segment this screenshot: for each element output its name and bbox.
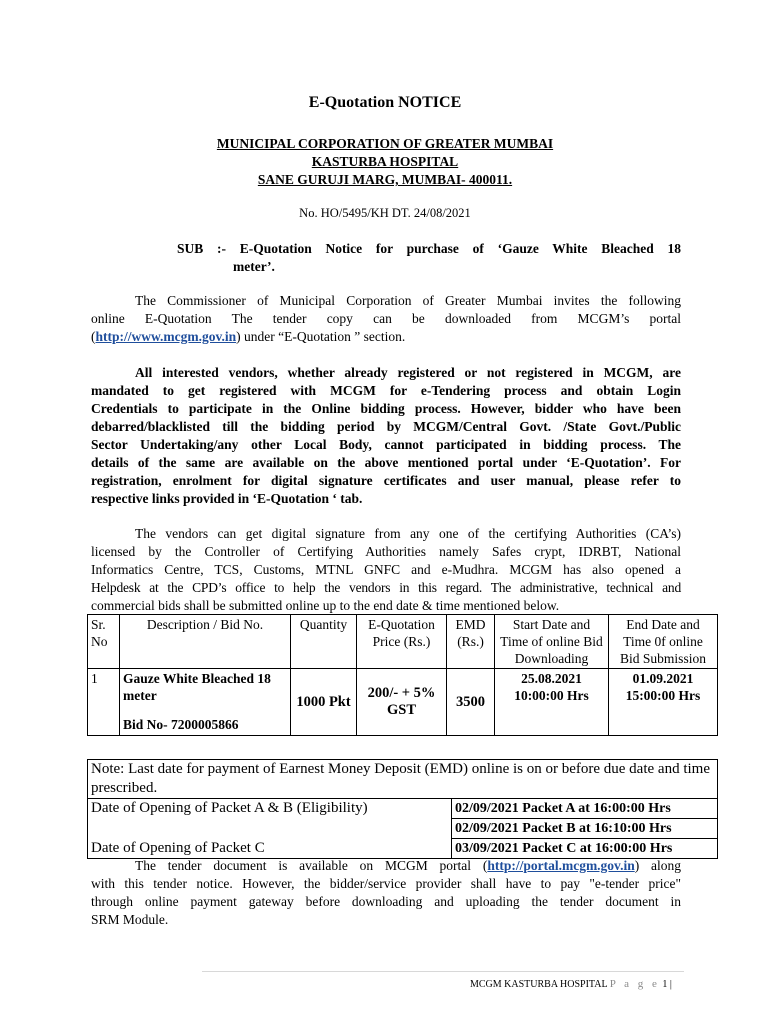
mandate-paragraph bbox=[91, 364, 681, 508]
mandate-line: details of the same are available on the above mentioned portal under ‘E-Quotation’. For bbox=[91, 455, 681, 470]
packet-a-date: 02/09/2021 Packet A at 16:00:00 Hrs bbox=[452, 799, 718, 819]
intro-line: The Commissioner of Municipal Corporation of Greater Mumbai invites the following bbox=[135, 293, 681, 308]
cell-emd: 3500 bbox=[447, 669, 495, 736]
header-start-date: Start Date and Time of online Bid Downloading bbox=[495, 615, 609, 669]
cell-end-date bbox=[609, 669, 718, 736]
closing-line: with this tender notice. However, the bidder/service provider shall have to pay "e-tender price" bbox=[91, 876, 681, 891]
footer-page-number: 1 | bbox=[662, 979, 672, 990]
start-date: 25.08.2021 bbox=[521, 671, 582, 686]
subject bbox=[177, 240, 681, 276]
cell-start-date bbox=[495, 669, 609, 736]
vendors-line: licensed by the Controller of Certifying Authorities namely Safes crypt, IDRBT, National bbox=[91, 544, 681, 559]
bid-table bbox=[87, 614, 718, 736]
vendors-line: The vendors can get digital signature from any one of the certifying Authorities (CA’s) bbox=[135, 526, 681, 541]
cell-price: 200/- + 5% GST bbox=[357, 669, 447, 736]
packet-c-row bbox=[88, 839, 718, 859]
closing-line: SRM Module. bbox=[91, 912, 169, 927]
cell-quantity: 1000 Pkt bbox=[291, 669, 357, 736]
end-date: 01.09.2021 bbox=[632, 671, 694, 686]
header-description: Description / Bid No. bbox=[120, 615, 291, 669]
packet-b-date: 02/09/2021 Packet B at 16:10:00 Hrs bbox=[452, 819, 718, 839]
vendors-line: Helpdesk at the CPD’s office to help the vendors in this regard. The administrative, technical and bbox=[91, 580, 681, 595]
packet-ab-label: Date of Opening of Packet A & B (Eligibility) bbox=[88, 799, 452, 819]
item-description: Gauze White Bleached 18 meter bbox=[123, 671, 271, 703]
vendors-line: commercial bids shall be submitted online up to the end date & time mentioned below. bbox=[91, 598, 560, 613]
org-name: MUNICIPAL CORPORATION OF GREATER MUMBAI bbox=[216, 136, 554, 151]
header-emd: EMD (Rs.) bbox=[447, 615, 495, 669]
hospital-name: KASTURBA HOSPITAL bbox=[311, 154, 459, 169]
mandate-line: Sector Undertaking/any other Local Body, cannot participated in bidding process. The bbox=[91, 437, 681, 452]
mcgm-tender-portal-link[interactable]: http://portal.mcgm.gov.in bbox=[487, 858, 635, 873]
page-footer bbox=[470, 978, 672, 990]
closing-paragraph: The tender document is available on MCGM portal (http://portal.mcgm.gov.in) along with this tender notice. However, the bidder/service provider shall have to pay "e-tender price" through online payment gateway before downloading and uploading the tender document in SRM Module. bbox=[91, 858, 681, 927]
header-end-date: End Date and Time 0f online Bid Submission bbox=[609, 615, 718, 669]
cell-sr-no: 1 bbox=[88, 669, 120, 736]
mcgm-portal-link[interactable]: http://www.mcgm.gov.in bbox=[95, 329, 237, 344]
table-header-row bbox=[88, 615, 718, 669]
emd-note-row bbox=[88, 760, 718, 799]
mandate-line: Credentials to participate in the Online bidding process. However, bidder who have been bbox=[91, 401, 681, 416]
packet-b-row bbox=[88, 819, 718, 839]
packet-c-date: 03/09/2021 Packet C at 16:00:00 Hrs bbox=[452, 839, 718, 859]
footer-org: MCGM KASTURBA HOSPITAL bbox=[470, 979, 608, 990]
mandate-line: debarred/blacklisted till the bidding period by MCGM/Central Govt. /State Govt./Public bbox=[91, 419, 681, 434]
header-quantity: Quantity bbox=[291, 615, 357, 669]
footer-divider bbox=[202, 971, 684, 972]
vendors-paragraph bbox=[91, 525, 681, 615]
header-price: E-Quotation Price (Rs.) bbox=[357, 615, 447, 669]
bid-number: Bid No- 7200005866 bbox=[123, 717, 239, 732]
start-time: 10:00:00 Hrs bbox=[514, 688, 589, 703]
closing-line: through online payment gateway before downloading and uploading the tender document in bbox=[91, 894, 681, 909]
cell-description bbox=[120, 669, 291, 736]
subject-line: SUB :- E-Quotation Notice for purchase of ‘Gauze White Bleached 18 bbox=[177, 241, 681, 256]
subject-line: meter’. bbox=[233, 259, 275, 274]
mandate-line: All interested vendors, whether already registered or not registered in MCGM, are bbox=[135, 365, 681, 380]
emd-note: Note: Last date for payment of Earnest Money Deposit (EMD) online is on or before due date and time prescribed. bbox=[88, 760, 718, 799]
header-sr-no: Sr. No bbox=[88, 615, 120, 669]
vendors-line: Informatics Centre, TCS, Customs, MTNL GNFC and e-Mudhra. MCGM has also opened a bbox=[91, 562, 681, 577]
intro-line: online E-Quotation The tender copy can be downloaded from MCGM’s portal bbox=[91, 311, 681, 326]
intro-paragraph: The Commissioner of Municipal Corporation of Greater Mumbai invites the following online E-Quotation The tender copy can be downloaded from MCGM’s portal (http://www.mcgm.gov.in) under “E-Quotation ” section. bbox=[91, 293, 681, 344]
packet-ab-row bbox=[88, 799, 718, 819]
notice-title: E-Quotation NOTICE bbox=[308, 94, 462, 111]
packet-c-label: Date of Opening of Packet C bbox=[88, 839, 452, 859]
footer-page-label: P a g e bbox=[609, 978, 660, 990]
mandate-line: mandated to get registered with MCGM for e-Tendering process and obtain Login bbox=[91, 383, 681, 398]
reference-number: No. HO/5495/KH DT. 24/08/2021 bbox=[299, 206, 471, 220]
end-time: 15:00:00 Hrs bbox=[625, 688, 701, 703]
mandate-line: registration, enrolment for digital signature certificates and user manual, please refer to bbox=[91, 473, 681, 488]
mandate-line: respective links provided in ‘E-Quotation ‘ tab. bbox=[91, 491, 363, 506]
notes-table bbox=[87, 759, 718, 859]
hospital-address: SANE GURUJI MARG, MUMBAI- 400011. bbox=[257, 172, 513, 187]
table-row bbox=[88, 669, 718, 736]
